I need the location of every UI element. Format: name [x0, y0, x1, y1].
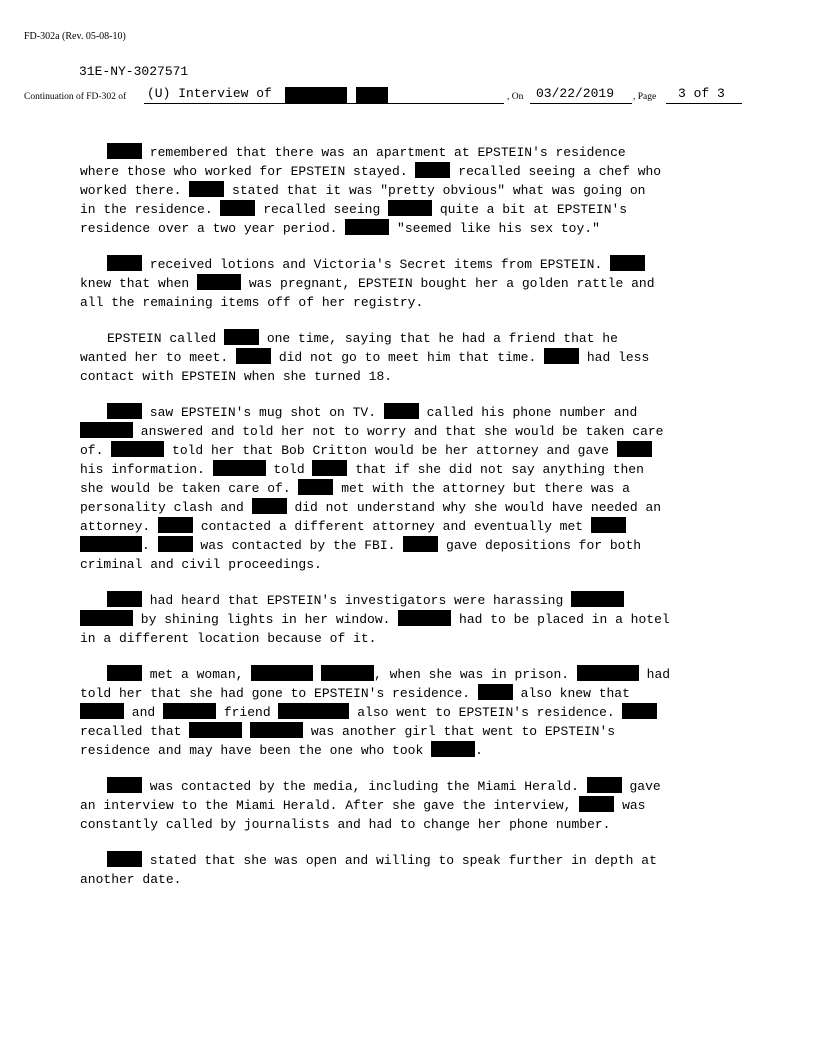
- text-run: contact with EPSTEIN when she turned 18.: [80, 369, 393, 384]
- text-run: knew that when: [80, 276, 198, 291]
- redaction-block: [197, 274, 241, 290]
- redaction-block: [80, 703, 124, 719]
- text-line: [80, 555, 740, 574]
- redaction-block: [591, 517, 626, 533]
- text-run: told her that Bob Critton would be her attorney and gave: [164, 443, 617, 458]
- paragraph: [80, 329, 740, 386]
- redaction-block: [107, 143, 142, 159]
- text-run: .: [142, 538, 158, 553]
- redaction-block: [622, 703, 657, 719]
- text-run: , when she was in prison.: [374, 667, 577, 682]
- text-run: an interview to the Miami Herald. After she gave the interview,: [80, 798, 580, 813]
- text-run: told her that she had gone to EPSTEIN's residence.: [80, 686, 478, 701]
- redaction-block: [579, 796, 614, 812]
- text-line: [80, 665, 740, 684]
- text-run: where those who worked for EPSTEIN stayed.: [80, 164, 416, 179]
- text-run: constantly called by journalists and had to change her phone number.: [80, 817, 611, 832]
- redaction-block: [220, 200, 255, 216]
- text-run: also went to EPSTEIN's residence.: [349, 705, 623, 720]
- text-run: all the remaining items off of her registry.: [80, 295, 424, 310]
- redaction-block: [587, 777, 622, 793]
- file-number: 31E-NY-3027571: [79, 64, 189, 79]
- redaction-block: [213, 460, 266, 476]
- redaction-block: [189, 181, 224, 197]
- redaction-block: [250, 722, 303, 738]
- text-run: wanted her to meet.: [80, 350, 237, 365]
- text-line: [80, 870, 740, 889]
- redaction-block: [571, 591, 624, 607]
- text-run: was pregnant, EPSTEIN bought her a golden rattle and: [241, 276, 655, 291]
- text-run: criminal and civil proceedings.: [80, 557, 322, 572]
- text-line: [80, 200, 740, 219]
- redaction-block: [345, 219, 389, 235]
- text-run: attorney.: [80, 519, 159, 534]
- text-run: she would be taken care of.: [80, 481, 299, 496]
- text-line: [80, 591, 740, 610]
- text-line: [80, 143, 740, 162]
- text-run: told: [265, 462, 313, 477]
- redaction-block: [544, 348, 579, 364]
- text-run: received lotions and Victoria's Secret items from EPSTEIN.: [142, 257, 611, 272]
- redaction-block: [107, 255, 142, 271]
- text-run: in the residence.: [80, 202, 221, 217]
- text-run: gave depositions for both: [438, 538, 642, 553]
- text-line: [80, 703, 740, 722]
- redaction-block: [251, 665, 313, 681]
- redaction-block: [107, 591, 142, 607]
- continuation-line: [24, 86, 744, 106]
- redaction-block: [321, 665, 374, 681]
- text-run: worked there.: [80, 183, 190, 198]
- text-run: one time, saying that he had a friend that he: [259, 331, 618, 346]
- redaction-block: [356, 87, 388, 103]
- redaction-block: [189, 722, 242, 738]
- redaction-block: [107, 851, 142, 867]
- redaction-block: [577, 665, 639, 681]
- redaction-block: [403, 536, 438, 552]
- subject-text: (U) Interview of: [147, 86, 272, 101]
- text-run: had heard that EPSTEIN's investigators were harassing: [142, 593, 572, 608]
- text-run: recalled seeing a chef who: [450, 164, 662, 179]
- text-line: [80, 329, 740, 348]
- text-line: [80, 441, 740, 460]
- text-run: .: [475, 743, 483, 758]
- text-line: [80, 181, 740, 200]
- text-line: [80, 796, 740, 815]
- text-line: [80, 517, 740, 536]
- redaction-block: [107, 777, 142, 793]
- paragraph: [80, 777, 740, 834]
- paragraph: [80, 665, 740, 760]
- redaction-block: [163, 703, 216, 719]
- redaction-block: [158, 517, 193, 533]
- text-line: [80, 348, 740, 367]
- redaction-block: [80, 610, 133, 626]
- text-line: [80, 162, 740, 181]
- page-text: 3 of 3: [678, 86, 725, 101]
- text-run: his information.: [80, 462, 213, 477]
- text-line: [80, 219, 740, 238]
- on-label: , On: [507, 92, 524, 102]
- text-line: [80, 274, 740, 293]
- text-run: in a different location because of it.: [80, 631, 377, 646]
- subject-field: [144, 86, 504, 104]
- text-run: gave: [621, 779, 661, 794]
- text-run: residence and may have been the one who took: [80, 743, 432, 758]
- text-run: personality clash and: [80, 500, 252, 515]
- redaction-block: [388, 200, 432, 216]
- text-run: contacted a different attorney and eventually met: [193, 519, 591, 534]
- text-line: [80, 422, 740, 441]
- text-run: did not understand why she would have needed an: [286, 500, 662, 515]
- text-run: did not go to meet him that time.: [271, 350, 545, 365]
- text-run: recalled that: [80, 724, 190, 739]
- redaction-block: [107, 665, 142, 681]
- paragraph: [80, 403, 740, 574]
- text-line: [80, 722, 740, 741]
- text-run: had: [638, 667, 671, 682]
- text-line: [80, 498, 740, 517]
- page-label: , Page: [633, 92, 657, 102]
- interview-body: [80, 143, 740, 906]
- text-run: EPSTEIN called: [107, 331, 225, 346]
- redaction-block: [80, 422, 133, 438]
- redaction-block: [80, 536, 142, 552]
- redaction-block: [107, 403, 142, 419]
- text-run: residence over a two year period.: [80, 221, 346, 236]
- paragraph: [80, 143, 740, 238]
- redaction-block: [431, 741, 475, 757]
- text-run: stated that she was open and willing to speak further in depth at: [142, 853, 657, 868]
- redaction-block: [158, 536, 193, 552]
- text-line: [80, 367, 740, 386]
- text-line: [80, 255, 740, 274]
- redaction-block: [398, 610, 451, 626]
- redaction-block: [298, 479, 333, 495]
- text-run: friend: [216, 705, 279, 720]
- text-line: [80, 815, 740, 834]
- text-line: [80, 777, 740, 796]
- text-line: [80, 629, 740, 648]
- text-run: "seemed like his sex toy.": [389, 221, 600, 236]
- text-line: [80, 479, 740, 498]
- redaction-block: [617, 441, 652, 457]
- text-run: and: [124, 705, 164, 720]
- text-run: recalled seeing: [255, 202, 389, 217]
- text-run: [242, 724, 250, 739]
- redaction-block: [478, 684, 513, 700]
- redaction-block: [224, 329, 259, 345]
- paragraph: [80, 851, 740, 889]
- text-run: another date.: [80, 872, 182, 887]
- date-text: 03/22/2019: [536, 86, 615, 101]
- text-run: of.: [80, 443, 112, 458]
- text-run: had to be placed in a hotel: [451, 612, 670, 627]
- text-run: by shining lights in her window.: [133, 612, 399, 627]
- paragraph: [80, 255, 740, 312]
- text-run: answered and told her not to worry and that she would be taken care: [133, 424, 664, 439]
- text-run: stated that it was "pretty obvious" what was going on: [224, 183, 646, 198]
- form-id: FD-302a (Rev. 05-08-10): [24, 31, 126, 42]
- text-line: [80, 293, 740, 312]
- text-run: had less: [579, 350, 650, 365]
- text-line: [80, 684, 740, 703]
- text-run: was contacted by the media, including the Miami Herald.: [142, 779, 587, 794]
- continuation-label: Continuation of FD-302 of: [24, 92, 127, 102]
- text-run: saw EPSTEIN's mug shot on TV.: [142, 405, 384, 420]
- paragraph: [80, 591, 740, 648]
- text-run: [313, 667, 321, 682]
- redaction-block: [285, 87, 347, 103]
- redaction-block: [252, 498, 287, 514]
- redaction-block: [384, 403, 419, 419]
- date-field: [530, 86, 632, 104]
- text-run: also knew that: [512, 686, 630, 701]
- redaction-block: [236, 348, 271, 364]
- text-line: [80, 460, 740, 479]
- text-line: [80, 610, 740, 629]
- page-field: [666, 86, 742, 104]
- redaction-block: [312, 460, 347, 476]
- text-run: remembered that there was an apartment at EPSTEIN's residence: [142, 145, 626, 160]
- redaction-block: [111, 441, 164, 457]
- text-run: was another girl that went to EPSTEIN's: [303, 724, 616, 739]
- text-line: [80, 403, 740, 422]
- text-line: [80, 741, 740, 760]
- text-run: called his phone number and: [418, 405, 638, 420]
- redaction-block: [415, 162, 450, 178]
- text-run: was contacted by the FBI.: [192, 538, 404, 553]
- text-line: [80, 536, 740, 555]
- text-run: was: [614, 798, 646, 813]
- text-line: [80, 851, 740, 870]
- redaction-block: [278, 703, 349, 719]
- text-run: that if she did not say anything then: [347, 462, 644, 477]
- redaction-block: [610, 255, 645, 271]
- text-run: met with the attorney but there was a: [333, 481, 630, 496]
- text-run: quite a bit at EPSTEIN's: [432, 202, 628, 217]
- text-run: met a woman,: [142, 667, 252, 682]
